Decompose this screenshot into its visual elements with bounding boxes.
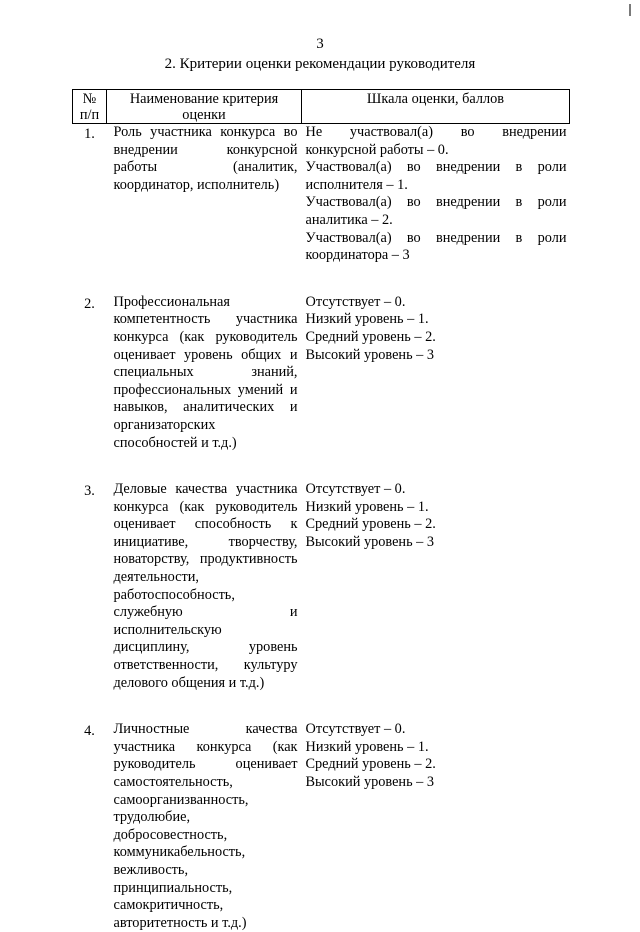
table-row xyxy=(73,721,570,932)
header-scale: Шкала оценки, баллов xyxy=(302,90,570,124)
header-num: № п/п xyxy=(73,90,107,124)
table-row xyxy=(73,481,570,721)
criterion-scale xyxy=(302,481,570,721)
scale-item: Не участвовал(а) во внедрении конкурсной работы – 0. xyxy=(305,124,567,158)
row-number: 2. xyxy=(84,295,95,312)
criterion-name: Личностные качества участника конкурса (как руководитель оценивает самостоятельность, самоорганизванность, трудолюбие, добросовестность, коммуникабельность, вежливость, принципиальность, самокритичность, авторитетность и т.д.) xyxy=(113,721,298,931)
criterion-name: Профессиональная компетентность участника конкурса (как руководитель оценивает уровень общих и специальных знаний, профессиональных умений и навыков, аналитических и организаторских способностей и т.д.) xyxy=(113,293,298,451)
table-row xyxy=(73,124,570,294)
section-title: 2. Критерии оценки рекомендации руководителя xyxy=(164,56,476,72)
scale-item: Высокий уровень – 3 xyxy=(305,346,435,363)
scale-item: Отсутствует – 0. xyxy=(305,721,406,738)
scale-item: Участвовал(а) во внедрении в роли исполнителя – 1. xyxy=(305,159,567,193)
scan-artifact-mark xyxy=(629,4,631,16)
page-number: 3 xyxy=(316,36,324,52)
scale-item: Высокий уровень – 3 xyxy=(305,533,435,550)
criterion-scale xyxy=(302,294,570,481)
criterion-name: Деловые качества участника конкурса (как руководитель оценивает способность к инициативе, творчеству, новаторству, продуктивность деятельности, работоспособность, служебную и исполнительскую дисциплину, уровень ответственности, культуру делового общения и т.д.) xyxy=(113,481,298,691)
header-name: Наименование критерия оценки xyxy=(107,90,302,124)
scale-item: Отсутствует – 0. xyxy=(305,293,406,310)
scale-item: Низкий уровень – 1. xyxy=(305,738,429,755)
scale-item: Участвовал(а) во внедрении в роли аналитика – 2. xyxy=(305,194,567,228)
row-number: 1. xyxy=(84,126,95,142)
scale-item: Отсутствует – 0. xyxy=(305,481,406,498)
criteria-table xyxy=(72,89,570,932)
scale-item: Низкий уровень – 1. xyxy=(305,311,429,328)
scale-item: Участвовал(а) во внедрении в роли координатора – 3 xyxy=(305,229,567,264)
criterion-scale xyxy=(302,721,570,932)
table-header-row xyxy=(73,90,570,124)
row-number: 3. xyxy=(84,483,95,500)
scale-item: Средний уровень – 2. xyxy=(305,328,436,345)
scale-item: Высокий уровень – 3 xyxy=(305,774,435,790)
scale-item: Средний уровень – 2. xyxy=(305,516,436,533)
criterion-scale xyxy=(302,124,570,294)
row-number: 4. xyxy=(84,723,95,740)
table-row xyxy=(73,294,570,481)
scale-item: Низкий уровень – 1. xyxy=(305,498,429,515)
criterion-name: Роль участника конкурса во внедрении конкурсной работы (аналитик, координатор, исполнитель) xyxy=(113,124,298,193)
scale-item: Средний уровень – 2. xyxy=(305,756,436,773)
